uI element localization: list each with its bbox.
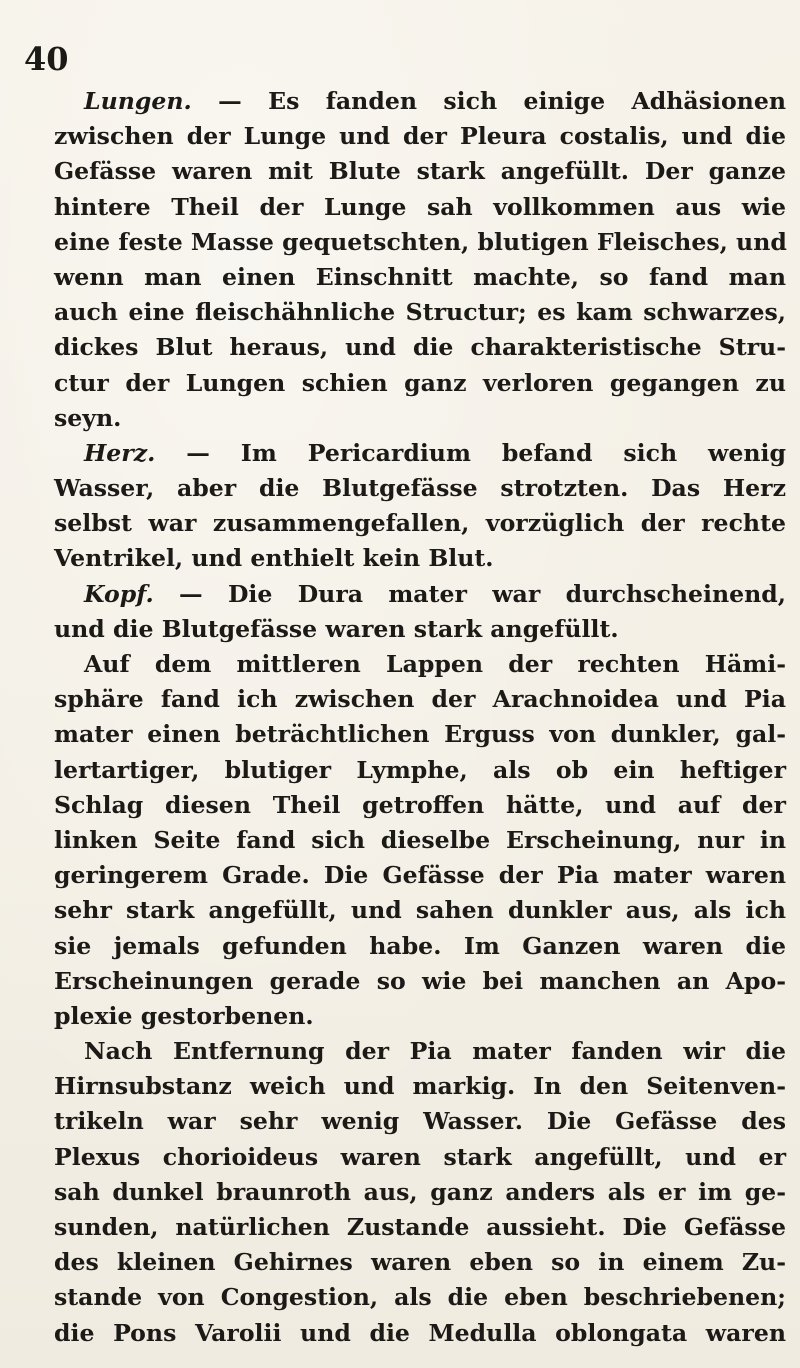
text-line: Gefässe waren mit Blute stark angefüllt. Der ganze xyxy=(54,157,786,186)
text-line: Plexus chorioideus waren stark angefüllt, und er xyxy=(54,1142,786,1171)
text-line: linken Seite fand sich dieselbe Erscheinung, nur in xyxy=(54,825,786,854)
text-line: Lungen. — Es fanden sich einige Adhäsionen xyxy=(84,87,786,115)
text-line: die Pons Varolii und die Medulla oblongata waren xyxy=(54,1318,786,1347)
text-line: eine feste Masse gequetschten, blutigen Fleisches, und xyxy=(54,227,787,256)
text-line: Erscheinungen gerade so wie bei manchen an Apo- xyxy=(54,966,786,995)
text-line: wenn man einen Einschnitt machte, so fand man xyxy=(54,262,786,291)
text-line: seyn. xyxy=(54,403,122,432)
text-line: Schlag diesen Theil getroffen hätte, und auf der xyxy=(54,790,786,819)
text-line: Ventrikel, und enthielt kein Blut. xyxy=(54,544,494,573)
text-line: ctur der Lungen schien ganz verloren gegangen zu xyxy=(54,368,786,397)
page-number: 40 xyxy=(24,40,69,78)
section-heading-herz: Herz. xyxy=(84,438,156,467)
text-line: Auf dem mittleren Lappen der rechten Hämi- xyxy=(84,650,786,678)
text-line: Nach Entfernung der Pia mater fanden wir die xyxy=(84,1037,786,1066)
text-line: sunden, natürlichen Zustande aussieht. Die Gefässe xyxy=(54,1213,786,1241)
text-line: Herz. — Im Pericardium befand sich wenig xyxy=(84,438,786,467)
text-line: sphäre fand ich zwischen der Arachnoidea und Pia xyxy=(54,685,786,714)
text-line: Wasser, aber die Blutgefässe strotzten. Das Herz xyxy=(54,474,786,503)
text-line: sehr stark angefüllt, und sahen dunkler aus, als ich xyxy=(54,896,786,925)
text-line: und die Blutgefässe waren stark angefüllt. xyxy=(54,614,619,643)
text-line: lertartiger, blutiger Lymphe, als ob ein heftiger xyxy=(54,755,786,784)
text-line: dickes Blut heraus, und die charakteristische Stru- xyxy=(54,333,786,362)
text-line: sah dunkel braunroth aus, ganz anders als er im ge- xyxy=(54,1177,786,1206)
text-line: selbst war zusammengefallen, vorzüglich der rechte xyxy=(54,509,786,538)
text-line: zwischen der Lunge und der Pleura costalis, und die xyxy=(54,122,786,151)
text-line: stande von Congestion, als die eben beschriebenen; xyxy=(54,1283,786,1312)
body-text xyxy=(54,84,786,1351)
text-line: Kopf. — Die Dura mater war durchscheinend, xyxy=(84,579,786,608)
section-heading-lungen: Lungen. xyxy=(84,87,192,115)
text-line: des kleinen Gehirnes waren eben so in einem Zu- xyxy=(54,1248,786,1277)
text-line: trikeln war sehr wenig Wasser. Die Gefässe des xyxy=(54,1107,786,1136)
text-line: hintere Theil der Lunge sah vollkommen aus wie xyxy=(54,192,786,221)
text-line: geringerem Grade. Die Gefässe der Pia mater waren xyxy=(54,861,786,890)
text-line: sie jemals gefunden habe. Im Ganzen waren die xyxy=(54,931,786,960)
text-line: plexie gestorbenen. xyxy=(54,1001,314,1030)
section-heading-kopf: Kopf. xyxy=(84,579,154,608)
text-line: Hirnsubstanz weich und markig. In den Seitenven- xyxy=(54,1072,786,1101)
text-line: auch eine fleischähnliche Structur; es kam schwarzes, xyxy=(54,298,786,327)
text-line: mater einen beträchtlichen Erguss von dunkler, gal- xyxy=(54,720,786,749)
